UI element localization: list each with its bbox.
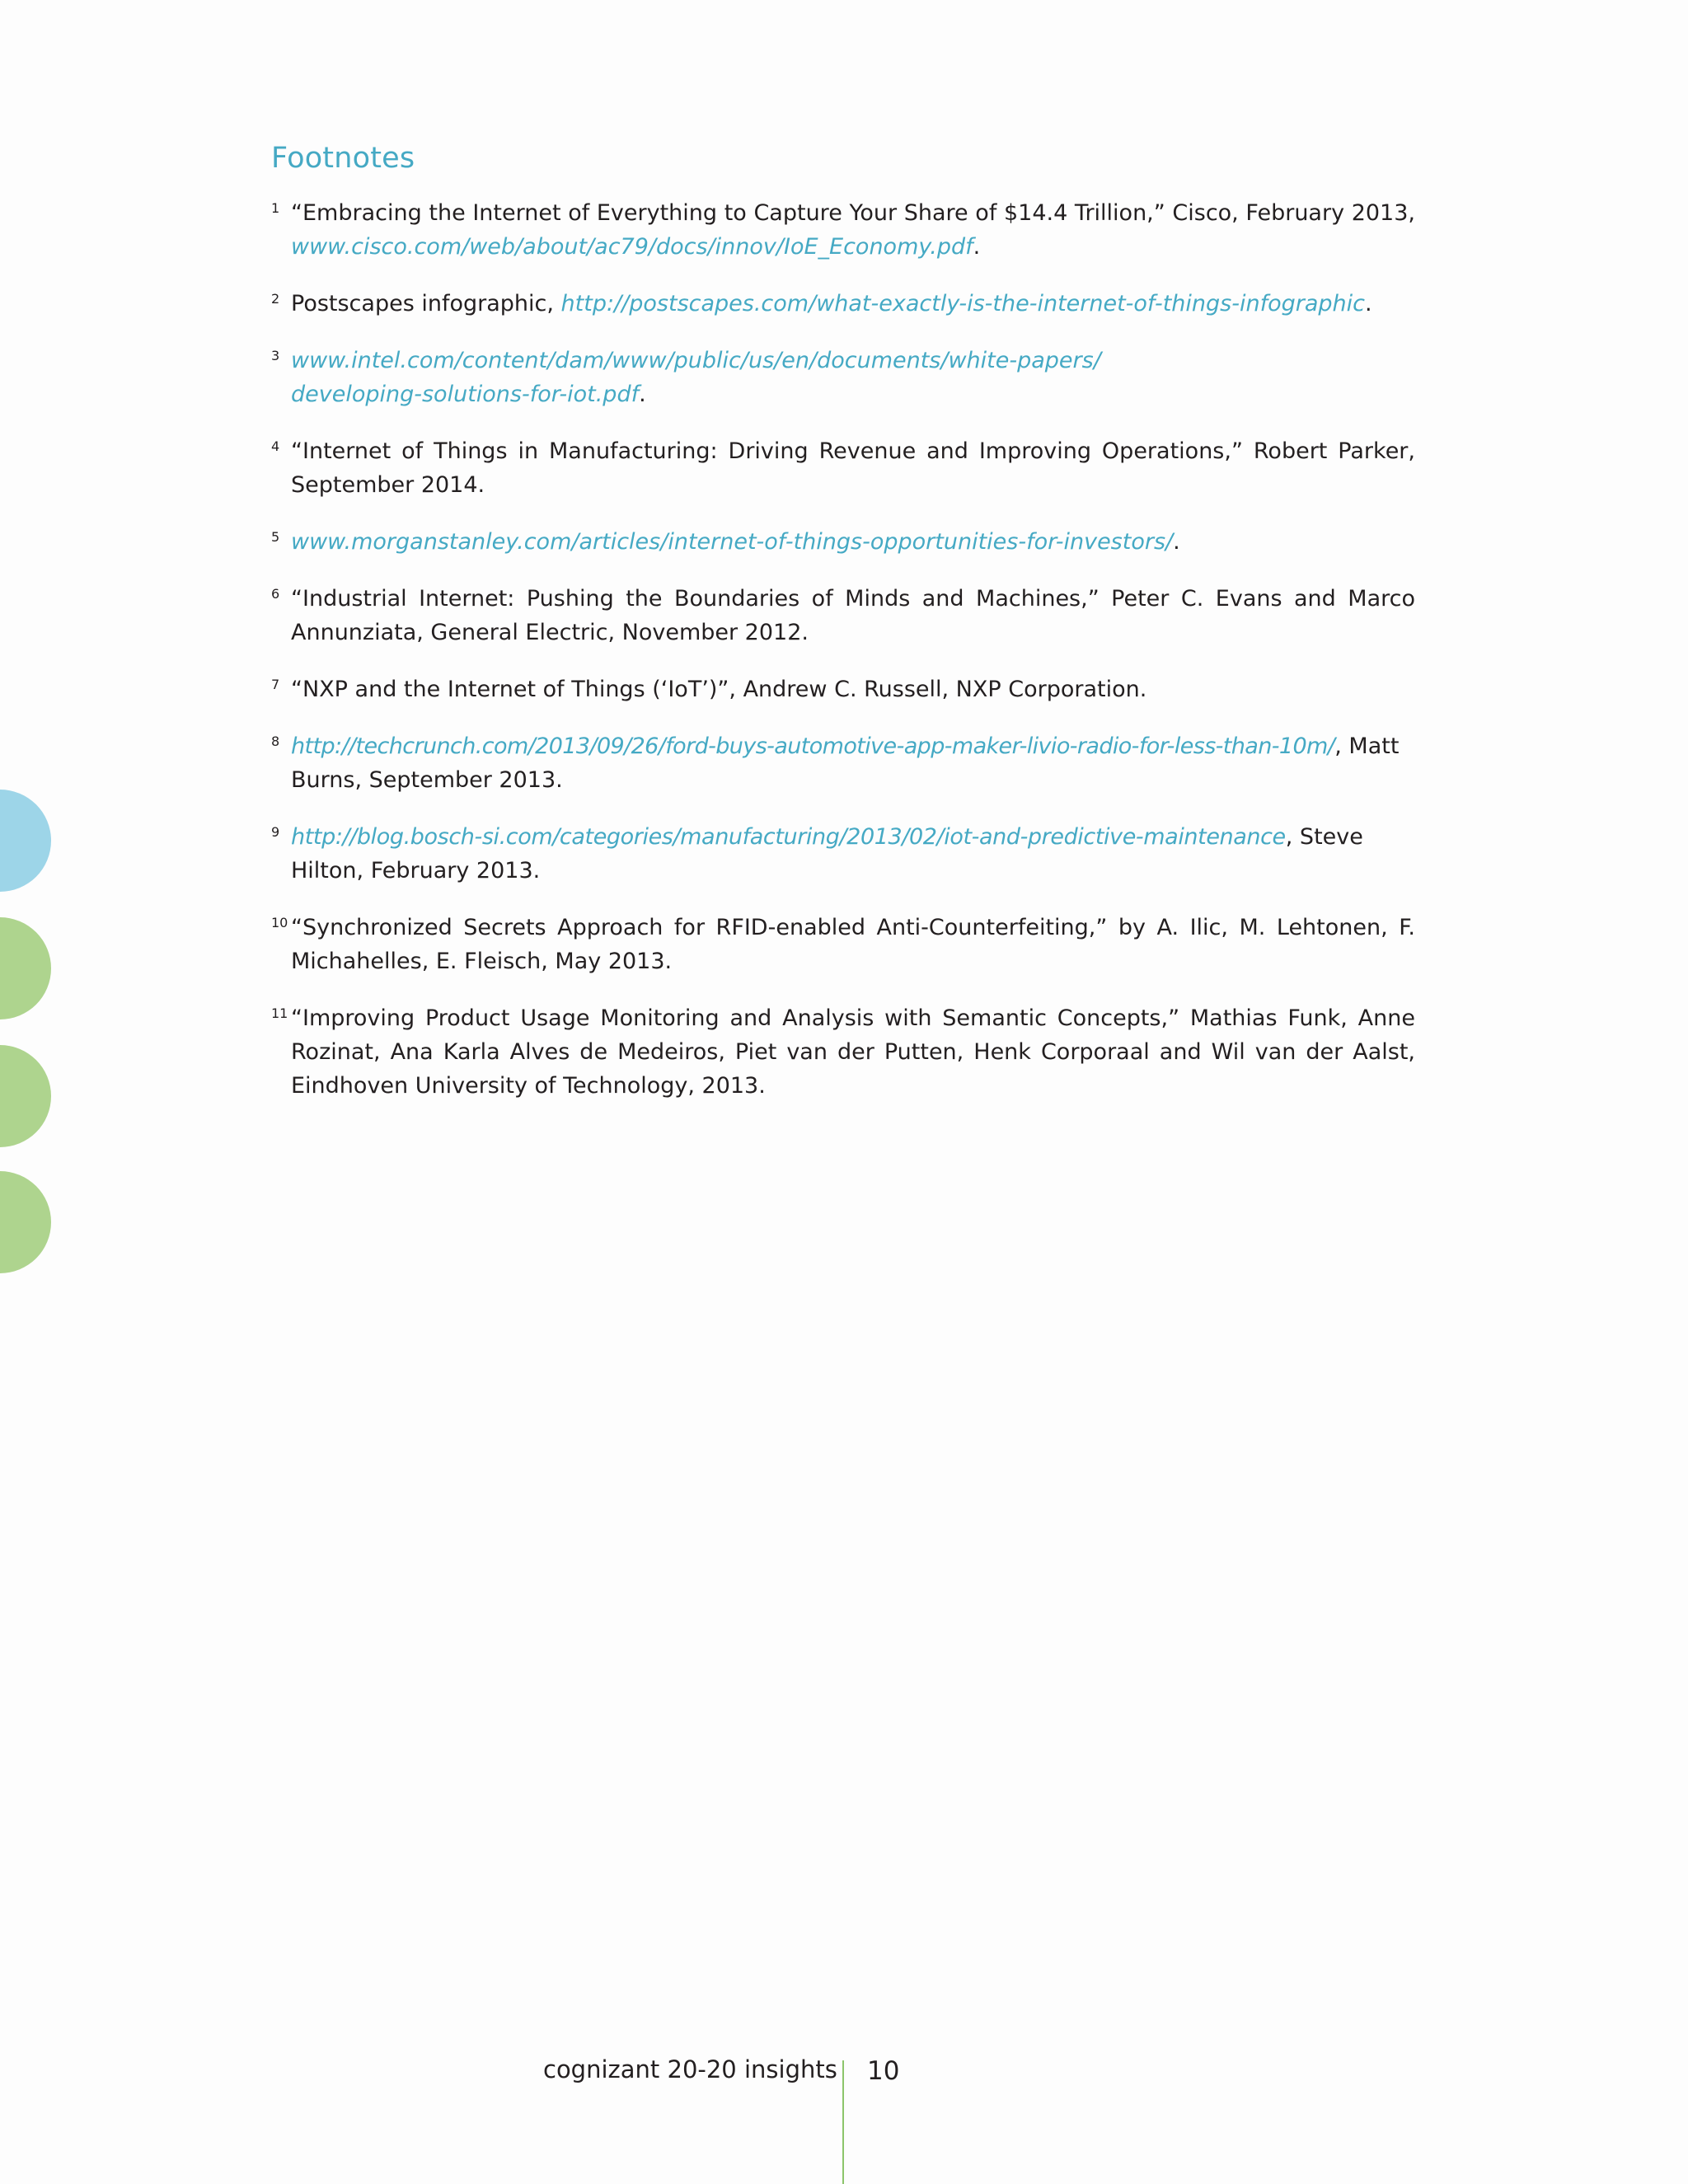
footnote-number: 10 <box>271 915 288 930</box>
footnotes-heading: Footnotes <box>271 142 415 175</box>
footnote-8 <box>271 729 1415 797</box>
footnote-text-after: , Steve Hilton, February 2013. <box>291 824 1363 883</box>
decorative-circle-green <box>0 1171 51 1273</box>
decorative-circle-blue <box>0 790 51 892</box>
footnote-3 <box>271 344 1415 411</box>
footnotes-list <box>271 196 1415 1126</box>
footnote-2 <box>271 287 1415 321</box>
footnote-number: 2 <box>271 291 280 307</box>
footnote-text: “Industrial Internet: Pushing the Boundaries of Minds and Machines,” Peter C. Evans and Marco Annunziata, General Electric, November 2012. <box>291 586 1415 645</box>
footnote-link[interactable]: www.cisco.com/web/about/ac79/docs/innov/IoE_Economy.pdf <box>291 234 973 260</box>
footnote-link[interactable]: http://blog.bosch-si.com/categories/manufacturing/2013/02/iot-and-predictive-maintenance <box>291 824 1286 850</box>
decorative-circle-green <box>0 1045 51 1147</box>
footnote-number: 11 <box>271 1005 288 1021</box>
footnote-number: 3 <box>271 348 280 363</box>
footnote-number: 6 <box>271 586 280 602</box>
footer-divider <box>842 2060 844 2184</box>
footnote-text-after: . <box>1365 291 1372 316</box>
footnote-number: 9 <box>271 824 280 840</box>
footnote-text: “Embracing the Internet of Everything to Capture Your Share of $14.4 Trillion,” Cisco, February 2013, <box>291 200 1415 226</box>
footnote-text-after: , Matt Burns, September 2013. <box>291 733 1400 793</box>
footnote-text: Postscapes infographic, <box>291 291 561 316</box>
footnote-link[interactable]: www.intel.com/content/dam/www/public/us/en/documents/white-papers/ <box>291 348 1101 373</box>
footnote-link[interactable]: http://techcrunch.com/2013/09/26/ford-buys-automotive-app-maker-livio-radio-for-less-than-10m/ <box>291 733 1335 759</box>
footnote-9 <box>271 820 1415 888</box>
footnote-7 <box>271 673 1415 706</box>
footnote-1 <box>271 196 1415 264</box>
footnote-link[interactable]: http://postscapes.com/what-exactly-is-the-internet-of-things-infographic <box>560 291 1365 316</box>
footnote-number: 8 <box>271 733 280 749</box>
footnote-4 <box>271 434 1415 502</box>
footnote-text-after: . <box>1173 529 1180 555</box>
footnote-text-after: . <box>973 234 981 260</box>
footnote-5 <box>271 525 1415 559</box>
footnote-text: “Synchronized Secrets Approach for RFID-enabled Anti-Counterfeiting,” by A. Ilic, M. Lehtonen, F. Michahelles, E. Fleisch, May 2013. <box>291 915 1415 974</box>
footnote-number: 7 <box>271 677 280 692</box>
footnote-text: “Internet of Things in Manufacturing: Driving Revenue and Improving Operations,” Robert Parker, September 2014. <box>291 438 1415 498</box>
footnote-text: “Improving Product Usage Monitoring and Analysis with Semantic Concepts,” Mathias Funk, Anne Rozinat, Ana Karla Alves de Medeiros, Piet van der Putten, Henk Corporaal and Wil van der Aalst, Eindhoven University of Technology, 2013. <box>291 1005 1415 1099</box>
footer-brand: cognizant 20-20 insights <box>543 2055 837 2083</box>
footnote-11 <box>271 1001 1415 1103</box>
footnote-number: 4 <box>271 438 280 454</box>
footnote-number: 5 <box>271 529 280 545</box>
footnote-number: 1 <box>271 200 280 216</box>
footnote-link-continued[interactable]: developing-solutions-for-iot.pdf <box>291 382 640 407</box>
footnote-10 <box>271 911 1415 978</box>
footnote-text: “NXP and the Internet of Things (‘IoT’)”, Andrew C. Russell, NXP Corporation. <box>291 677 1147 702</box>
page-number: 10 <box>867 2056 900 2086</box>
decorative-circle-green <box>0 917 51 1019</box>
footnote-link[interactable]: www.morganstanley.com/articles/internet-of-things-opportunities-for-investors/ <box>291 529 1174 555</box>
footnote-text-after: . <box>639 382 646 407</box>
footnote-6 <box>271 582 1415 649</box>
